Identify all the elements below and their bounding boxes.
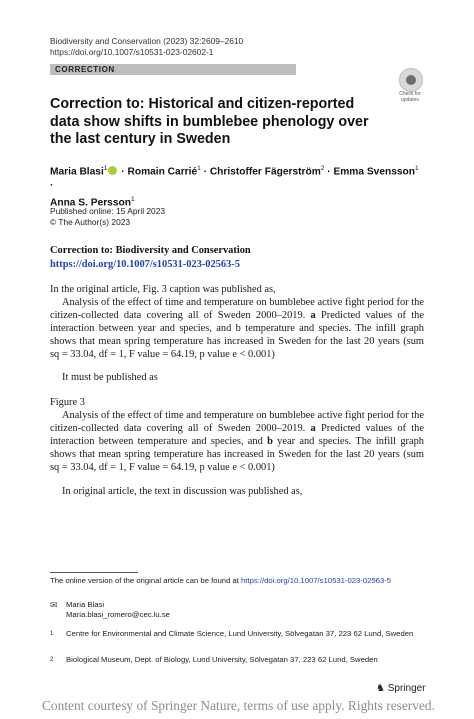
article-title: Correction to: Historical and citizen-reported data show shifts in bumblebee phenology over the last century in Sweden — [50, 96, 369, 147]
journal-header — [50, 36, 243, 58]
author-name[interactable]: Christoffer Fägerström — [209, 166, 321, 178]
orcid-icon[interactable] — [108, 166, 117, 175]
author-name[interactable]: Emma Svensson — [333, 166, 415, 178]
author-name[interactable]: Anna S. Persson — [50, 197, 131, 209]
figure-label: Figure 3 — [50, 397, 85, 408]
caption-text: Predicted values of the interaction between temperature and species, and — [50, 422, 424, 447]
envelope-icon: ✉ — [50, 600, 58, 610]
caption-text: Predicted values of the interaction between year and species, and b temperature and species. The infill graph shows that mean spring temperature has increased in Sweden for the last 20 years (sum sq = 33.04, df = 1, F value = 64.19, p value e < 0.001) — [50, 309, 424, 360]
courtesy-notice: Content courtesy of Springer Nature, terms of use apply. Rights reserved. — [42, 698, 435, 713]
online-version-note — [50, 576, 391, 586]
original-caption-paragraph — [50, 297, 424, 362]
article-type-bar — [50, 64, 296, 75]
affiliation-number: 2 — [50, 657, 54, 663]
author-name[interactable]: Romain Carrié — [127, 166, 198, 178]
publisher-logo — [376, 683, 426, 695]
caption-panel-label: a — [310, 422, 316, 434]
author-name[interactable]: Maria Blasi — [50, 166, 104, 178]
badge-line-2: updates — [401, 96, 419, 103]
published-date: Published online: 15 April 2023 — [50, 206, 166, 216]
author-affiliation-mark: 1 — [415, 165, 419, 172]
badge-line-1: Check for — [399, 91, 421, 97]
contact-name: Maria Blasi — [66, 600, 105, 609]
affiliation-text: Centre for Environmental and Climate Science, Lund University, Sölvegatan 37, 223 62 Lund, Sweden — [66, 629, 414, 638]
affiliation-text: Biological Museum, Dept. of Biology, Lund University, Sölvegatan 37, 223 62 Lund, Sweden — [66, 655, 378, 664]
author-list: Maria Blasi$^1$ · Romain Carrié$^1$ · Christoffer Fägerström$^2$ · Emma Svensson$^1$ · Anna S. Persson$^1$ — [50, 165, 419, 209]
body-paragraph: It must be published as — [62, 372, 158, 383]
online-version-link[interactable]: https://doi.org/10.1007/s10531-023-02563-5 — [241, 576, 392, 585]
affiliation-number: 1 — [50, 631, 54, 637]
author-affiliation-mark: 1 — [197, 165, 201, 172]
journal-citation: Biodiversity and Conservation (2023) 32:2609–2610 — [50, 36, 244, 46]
correction-doi-link[interactable]: https://doi.org/10.1007/s10531-023-02563-5 — [50, 259, 240, 270]
author-affiliation-mark: 1 — [130, 196, 135, 204]
caption-panel-label: a — [310, 309, 316, 321]
contact-email[interactable]: Maria.blasi_romero@cec.lu.se — [66, 610, 170, 620]
online-version-text: The online version of the original article can be found at — [50, 576, 242, 585]
caption-text: year and species. The infill graph shows that mean spring temperature has increased in Sweden for the last 20 years (sum sq = 33.04, df = 1, F value = 64.19, p value e < 0.001) — [50, 435, 424, 473]
article-type-label: CORRECTION — [55, 65, 115, 74]
body-paragraph: In original article, the text in discussion was published as, — [62, 486, 303, 497]
copyright-line: © The Author(s) 2023 — [50, 217, 131, 227]
springer-horse-icon: ♞ — [376, 683, 385, 694]
footnote-divider — [50, 572, 138, 573]
caption-panel-label: b — [267, 435, 273, 447]
caption-text: Analysis of the effect of time and temperature on bumblebee active fight period for the citizen-collected data covering all of Sweden 2000–2019. — [50, 410, 424, 434]
author-affiliation-mark: 1 — [103, 165, 108, 172]
correction-heading: Correction to: Biodiversity and Conservation — [50, 245, 251, 256]
corrected-caption-paragraph — [50, 410, 424, 475]
publisher-name: Springer — [387, 683, 426, 694]
body-paragraph: In the original article, Fig. 3 caption was published as, — [50, 284, 276, 295]
caption-text: Analysis of the effect of time and temperature on bumblebee active fight period for the citizen-collected data covering all of Sweden 2000–2019. — [50, 297, 424, 321]
check-for-updates-badge[interactable] — [393, 68, 427, 102]
article-doi[interactable]: https://doi.org/10.1007/s10531-023-02602-1 — [50, 47, 214, 57]
publication-info — [50, 206, 165, 228]
update-circle-icon — [399, 68, 423, 92]
author-affiliation-mark: 2 — [320, 165, 325, 172]
